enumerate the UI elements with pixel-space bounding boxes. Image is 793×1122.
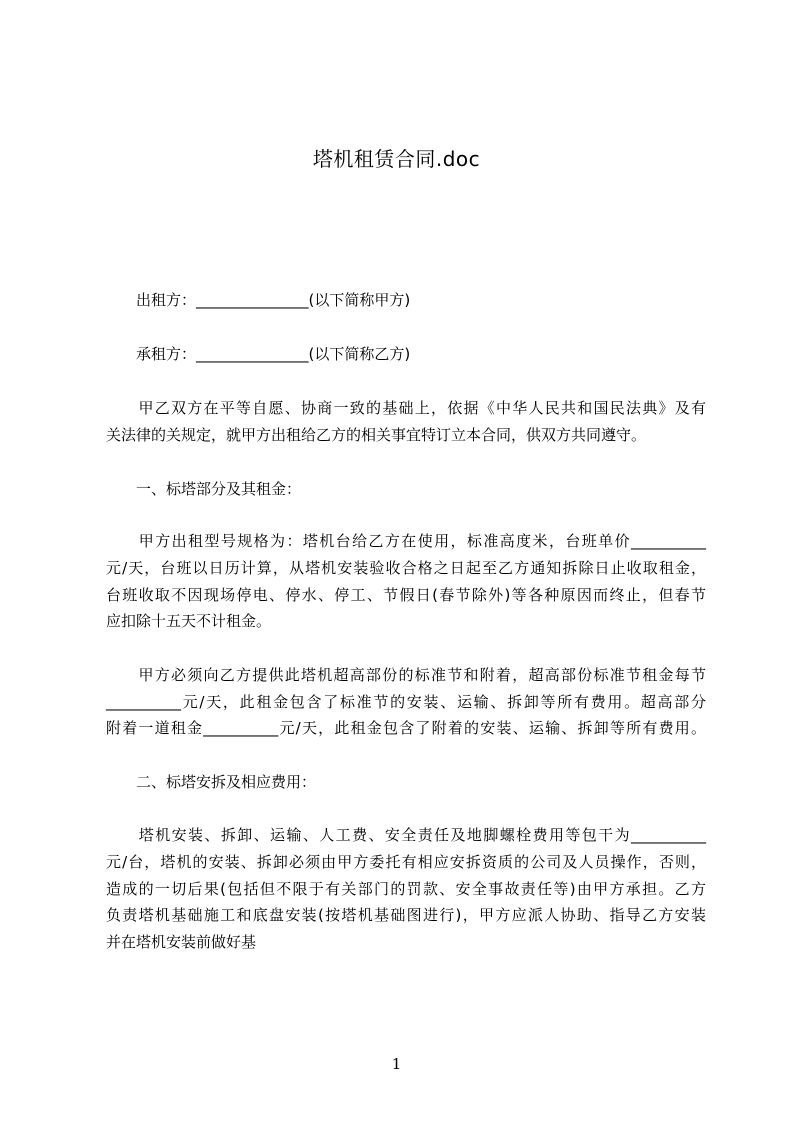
- lessor-line: 出租方：_______________(以下简称甲方): [106, 291, 411, 309]
- section1-para1-line: 甲方出租型号规格为：塔机台给乙方在使用，标准高度米，台班单价__________: [106, 532, 706, 550]
- section2-para-line: 并在塔机安装前做好基: [106, 933, 257, 951]
- lessee-line: 承租方：_______________(以下简称乙方): [106, 345, 411, 363]
- section1-para1-line: 应扣除十五天不计租金。: [106, 612, 272, 630]
- section1-para2-line: 甲方必须向乙方提供此塔机超高部份的标准节和附着，超高部份标准节租金每节: [106, 666, 706, 684]
- intro-line: 关法律的关规定，就甲方出租给乙方的相关事宜特订立本合同，供双方共同遵守。: [106, 426, 647, 444]
- section2-heading: 二、标塔安拆及相应费用：: [106, 773, 317, 791]
- document-title: 塔机租赁合同.doc: [312, 147, 481, 171]
- section1-para1-line: 台班收取不因现场停电、停水、停工、节假日(春节除外)等各种原因而终止，但春节: [106, 586, 706, 604]
- section2-para-line: 塔机安装、拆卸、运输、人工费、安全责任及地脚螺栓费用等包干为__________: [106, 826, 706, 844]
- page-number: 1: [391, 1055, 402, 1073]
- intro-line: 甲乙双方在平等自愿、协商一致的基础上，依据《中华人民共和国民法典》及有: [106, 399, 706, 417]
- section2-para-line: 造成的一切后果(包括但不限于有关部门的罚款、安全事故责任等)由甲方承担。乙方: [106, 880, 706, 898]
- section1-heading: 一、标塔部分及其租金：: [106, 480, 302, 498]
- section1-para2-line: 附着一道租金__________元/天，此租金包含了附着的安装、运输、拆卸等所有费用。: [106, 719, 706, 737]
- section2-para-line: 元/台，塔机的安装、拆卸必须由甲方委托有相应安拆资质的公司及人员操作，否则，: [106, 853, 706, 871]
- section1-para2-line: __________元/天，此租金包含了标准节的安装、运输、拆卸等所有费用。超高部分: [106, 693, 706, 711]
- section2-para-line: 负责塔机基础施工和底盘安装(按塔机基础图进行)，甲方应派人协助、指导乙方安装: [106, 906, 706, 924]
- section1-para1-line: 元/天，台班以日历计算，从塔机安装验收合格之日起至乙方通知拆除日止收取租金，: [106, 559, 706, 577]
